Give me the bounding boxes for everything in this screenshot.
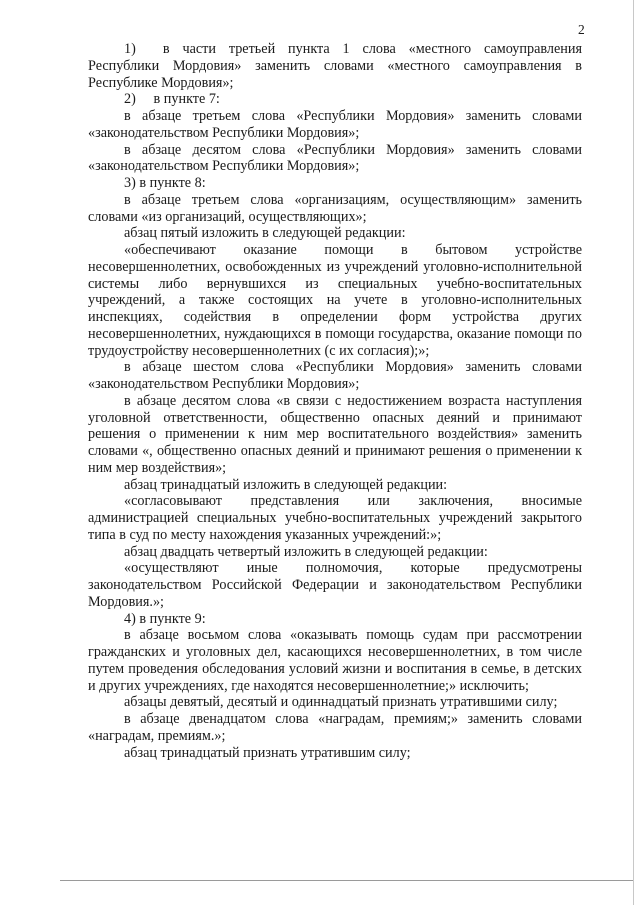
paragraph: в абзаце двенадцатом слова «наградам, премиям;» заменить словами «наградам, премиям.»;: [88, 711, 582, 744]
bottom-edge-line: [60, 880, 633, 881]
page-edge-line: [633, 0, 634, 905]
paragraph: в абзаце шестом слова «Республики Мордовия» заменить словами «законодательством Республики Мордовия»;: [88, 359, 582, 392]
paragraph: абзацы девятый, десятый и одиннадцатый признать утратившими силу;: [124, 694, 558, 711]
paragraph: абзац пятый изложить в следующей редакции:: [124, 225, 406, 242]
paragraph: в абзаце восьмом слова «оказывать помощь судам при рассмотрении гражданских и уголовных дел, касающихся несовершеннолетних, в том числе путем проведения обследования условий жизни и воспитания в семье, в детских и других учреждениях, где находятся несовершеннолетние;» исключить;: [88, 627, 582, 694]
paragraph: в абзаце десятом слова «в связи с недостижением возраста наступления уголовной ответственности, общественно опасных деяний и принимают решения о применении к ним мер воспитательного воздействия» заменить словами «, общественно опасных деяний и принимают решения о применении к ним мер воздействия»;: [88, 392, 582, 476]
paragraph: в абзаце третьем слова «Республики Мордовия» заменить словами «законодательством Республики Мордовия»;: [88, 108, 582, 141]
paragraph-quote: «осуществляют иные полномочия, которые предусмотрены законодательством Российской Федерации и законодательством Республики Мордовия.»;: [88, 560, 582, 610]
paragraph-amendment-1: 1) в части третьей пункта 1 слова «местного самоуправления Республики Мордовия» заменить словами «местного самоуправления в Республике Мордовия»;: [88, 41, 582, 91]
paragraph-amendment-2: 2) в пункте 7:: [124, 91, 220, 108]
paragraph-amendment-3: 3) в пункте 8:: [124, 175, 206, 191]
paragraph: абзац двадцать четвертый изложить в следующей редакции:: [124, 543, 488, 560]
paragraph-amendment-4: 4) в пункте 9:: [124, 610, 206, 627]
page-number: 2: [578, 22, 585, 37]
document-body: [88, 41, 582, 761]
paragraph: в абзаце третьем слова «организациям, осуществляющим» заменить словами «из организаций, осуществляющих»;: [88, 191, 582, 225]
paragraph: в абзаце десятом слова «Республики Мордовия» заменить словами «законодательством Республики Мордовия»;: [88, 141, 582, 175]
paragraph-quote: «согласовывают представления или заключения, вносимые администрацией специальных учебно-воспитательных учреждений закрытого типа в суд по месту нахождения указанных учреждений:»;: [88, 493, 582, 543]
paragraph: абзац тринадцатый изложить в следующей редакции:: [124, 476, 448, 493]
paragraph: абзац тринадцатый признать утратившим силу;: [124, 744, 411, 761]
paragraph-quote: «обеспечивают оказание помощи в бытовом устройстве несовершеннолетних, освобожденных из учреждений уголовно-исполнительной системы либо вернувшихся из специальных учебно-воспитательных учреждений, а также состоящих на учете в уголовно-исполнительных инспекциях, содействия в определении форм устройства других несовершеннолетних, нуждающихся в помощи государства, оказание помощи по трудоустройству несовершеннолетних (с их согласия);»;: [88, 242, 582, 359]
